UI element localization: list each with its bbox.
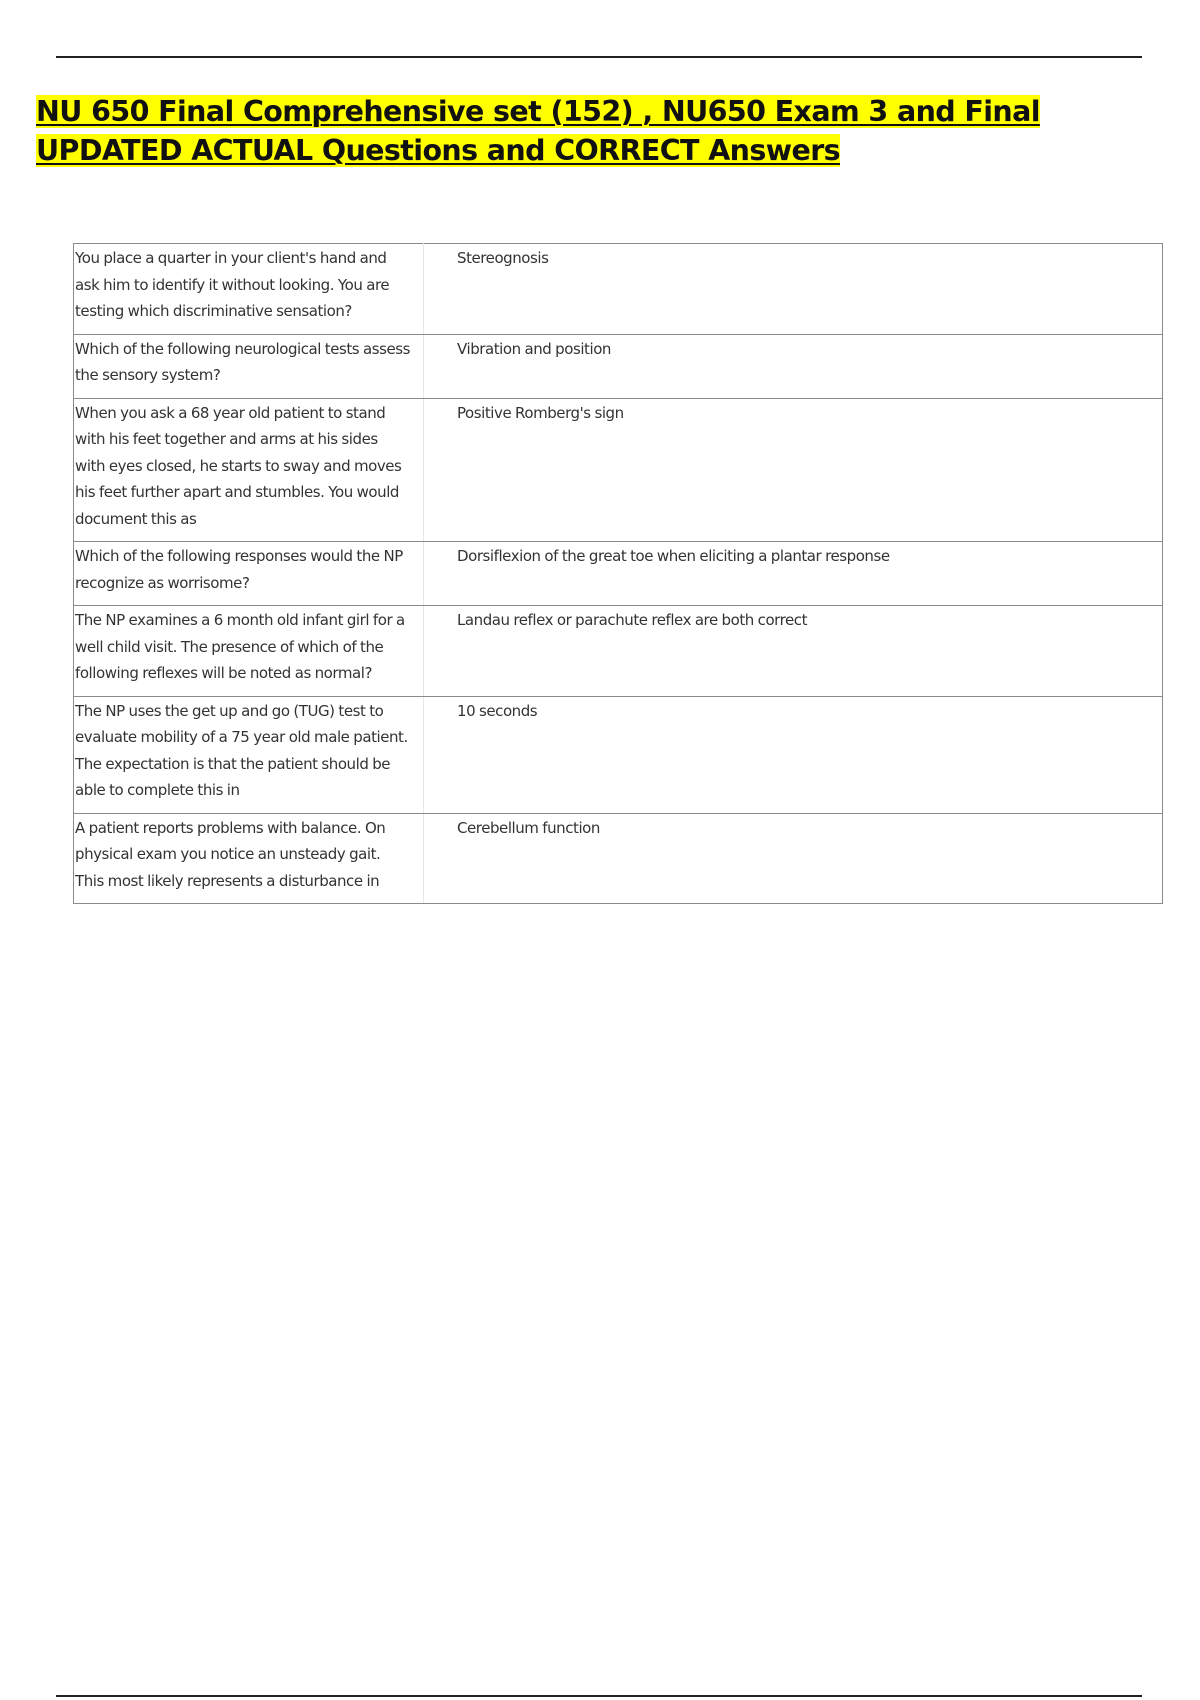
header-rule [56,56,1142,58]
question-cell: The NP examines a 6 month old infant girl for a well child visit. The presence of which of the following reflexes will be noted as normal? [74,606,424,697]
question-cell: The NP uses the get up and go (TUG) test to evaluate mobility of a 75 year old male patient. The expectation is that the patient should be able to complete this in [74,696,424,813]
answer-cell: Landau reflex or parachute reflex are both correct [424,606,1163,697]
table-row [74,606,1163,697]
answer-cell: Vibration and position [424,334,1163,398]
answer-cell: 10 seconds [424,696,1163,813]
answer-cell: Cerebellum function [424,813,1163,904]
question-cell: Which of the following neurological tests assess the sensory system? [74,334,424,398]
table-row [74,244,1163,335]
table-row [74,334,1163,398]
question-cell: When you ask a 68 year old patient to stand with his feet together and arms at his sides with eyes closed, he starts to sway and moves his feet further apart and stumbles. You would document this as [74,398,424,542]
document-title-text: NU 650 Final Comprehensive set (152) , NU650 Exam 3 and Final UPDATED ACTUAL Questions and CORRECT Answers [36,95,1040,167]
question-cell: A patient reports problems with balance. On physical exam you notice an unsteady gait. This most likely represents a disturbance in [74,813,424,904]
question-cell: Which of the following responses would the NP recognize as worrisome? [74,542,424,606]
table-row [74,398,1163,542]
footer-rule [56,1695,1142,1697]
qa-table [73,243,1163,904]
table-row [74,696,1163,813]
answer-cell: Stereognosis [424,244,1163,335]
answer-cell: Positive Romberg's sign [424,398,1163,542]
document-title [36,92,1166,170]
table-row [74,813,1163,904]
answer-cell: Dorsiflexion of the great toe when eliciting a plantar response [424,542,1163,606]
question-cell: You place a quarter in your client's hand and ask him to identify it without looking. You are testing which discriminative sensation? [74,244,424,335]
table-row [74,542,1163,606]
